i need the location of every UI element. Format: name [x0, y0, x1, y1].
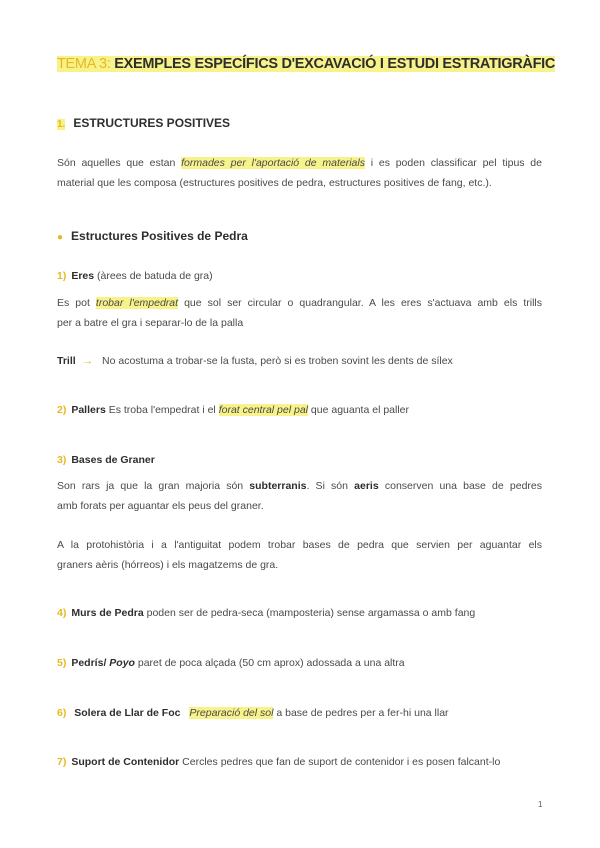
item-name: Solera de Llar de Foc	[71, 707, 181, 719]
item-desc: poden ser de pedra-seca (mamposteria) sense argamassa o amb fang	[143, 607, 476, 619]
intro-highlight: formades per l'aportació de materials	[181, 157, 365, 169]
item-desc: (àrees de batuda de gra)	[94, 270, 213, 282]
title-number: TEMA 3:	[57, 56, 111, 72]
bullet-icon: ●	[57, 232, 64, 243]
eres-text-b: que sol ser circular o quadrangular. A les eres s'actuava amb els trills	[178, 297, 543, 309]
section-heading-text: ESTRUCTURES POSITIVES	[73, 116, 231, 130]
pallers-text-a: Es troba l'empedrat i el	[105, 404, 219, 416]
eres-text-a: Es pot	[57, 297, 96, 309]
item-solera	[57, 707, 449, 719]
item-name: Murs de Pedra	[71, 607, 144, 619]
solera-text-b: a base de pedres per a fer-hi una llar	[273, 707, 449, 719]
subsection-heading	[57, 229, 248, 243]
eres-highlight: trobar l'empedrat	[95, 297, 179, 309]
section-heading	[57, 116, 230, 130]
arrow-right-icon: →	[82, 355, 94, 367]
bases-p1-line-1	[57, 476, 542, 496]
item-number: 2)	[57, 404, 67, 416]
bases-text-a: Son rars ja que la gran majoria són	[57, 480, 250, 492]
section-number: 1.	[57, 119, 66, 130]
bases-p2-line-1: A la protohistòria i a l'antiguitat podem trobar bases de pedra que servien per aguantar els	[57, 539, 542, 551]
item-trill	[57, 355, 453, 367]
item-eres	[57, 270, 213, 282]
bases-bold-1: subterranis	[249, 480, 307, 492]
subsection-heading-text: Estructures Positives de Pedra	[71, 229, 248, 243]
item-name-italic: Poyo	[109, 657, 135, 669]
intro-paragraph	[57, 153, 542, 193]
item-pallers	[57, 404, 409, 416]
bases-text-c: . Si són	[306, 480, 355, 492]
intro-line-1	[57, 153, 542, 173]
item-number: 4)	[57, 607, 67, 619]
eres-line-2: per a batre el gra i separar-lo de la palla	[57, 317, 244, 329]
item-suport	[57, 756, 500, 768]
item-number: 7)	[57, 756, 67, 768]
eres-paragraph	[57, 293, 542, 333]
item-name: Pedrís/	[71, 657, 110, 669]
intro-text-b: i es poden classificar pel tipus de	[364, 157, 542, 169]
eres-line-1	[57, 293, 542, 313]
pallers-highlight: forat central pel pal	[218, 404, 308, 416]
item-name: Suport de Contenidor	[71, 756, 180, 768]
item-bases-graner	[57, 454, 155, 466]
solera-highlight: Preparació del sol	[189, 707, 274, 719]
bases-text-d: conserven una base de pedres	[378, 480, 543, 492]
item-name: Pallers	[71, 404, 106, 416]
bases-bold-2: aeris	[354, 480, 379, 492]
pallers-text-b: que aguanta el paller	[308, 404, 409, 416]
bases-paragraph-1	[57, 476, 542, 516]
bases-p2-line-2: graners aèris (hórreos) i els magatzems de gra.	[57, 559, 279, 571]
page-title	[57, 56, 555, 72]
item-desc: Cercles pedres que fan de suport de contenidor i es posen falcant-lo	[179, 756, 501, 768]
intro-line-2: material que les composa (estructures positives de pedra, estructures positives de fang, etc.).	[57, 177, 492, 189]
item-desc: paret de poca alçada (50 cm aprox) adossada a una altra	[134, 657, 405, 669]
bases-paragraph-2	[57, 535, 542, 575]
item-number: 6)	[57, 707, 67, 719]
bases-p1-line-2: amb forats per aguantar els peus del graner.	[57, 500, 264, 512]
item-pedris	[57, 657, 405, 669]
item-murs-pedra	[57, 607, 475, 619]
item-name: Eres	[71, 270, 95, 282]
item-name: Bases de Graner	[71, 454, 155, 466]
trill-desc: No acostuma a trobar-se la fusta, però si es troben sovint les dents de sílex	[102, 355, 453, 367]
page-number: 1	[538, 800, 543, 809]
item-number: 3)	[57, 454, 67, 466]
item-number: 1)	[57, 270, 67, 282]
title-text: EXEMPLES ESPECÍFICS D'EXCAVACIÓ I ESTUDI ESTRATIGRÀFIC	[114, 56, 556, 72]
intro-text-a: Són aquelles que estan	[57, 157, 182, 169]
trill-name: Trill	[57, 355, 76, 367]
item-number: 5)	[57, 657, 67, 669]
